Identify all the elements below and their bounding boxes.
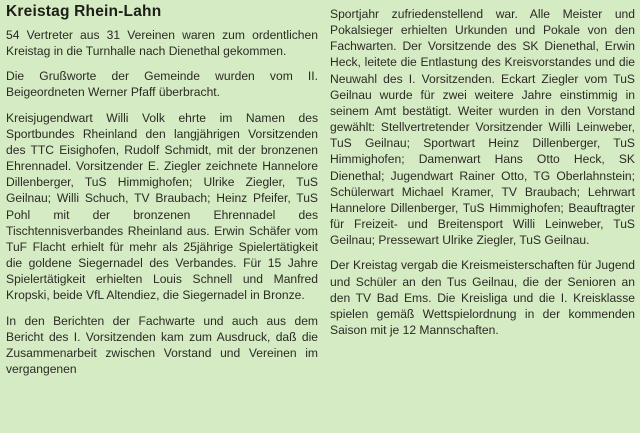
paragraph-intro: 54 Vertreter aus 31 Vereinen waren zum ordentlichen Kreistag in die Turnhalle nach Dienethal gekommen.	[6, 28, 318, 59]
left-column	[6, 0, 318, 386]
paragraph-championships: Der Kreistag vergab die Kreismeisterschaften für Jugend und Schüler an den Tus Geilnau, die der Senioren an den TV Bad Ems. Die Kreisliga und die I. Kreisklasse spielen gemäß Wettspielordnung in der kommenden Saison mit je 12 Mannschaften.	[330, 258, 635, 337]
right-column	[330, 6, 635, 347]
paragraph-greetings: Die Grußworte der Gemeinde wurden vom II. Beigeordneten Werner Pfaff überbracht.	[6, 69, 318, 100]
paragraph-honors: Kreisjugendwart Willi Volk ehrte im Namen des Sportbundes Rheinland den langjährigen Vorsitzenden des TTC Eisighofen, Rudolf Schmidt, mit der bronzenen Ehrennadel. Vorsitzender E. Ziegler zeichnete Hannelore Dillenberger, TuS Himmighofen; Ulrike Ziegler, TuS Geilnau; Willi Schuch, TV Braubach; Heinz Pfeifer, TuS Pohl mit der bronzenen Ehrennadel des Tischtennisverbandes Rheinland aus. Erwin Schäfer vom TuF Flacht erhielt für mehr als 25jährige Spielertätigkeit die goldene Siegernadel des Verbandes. Für 15 Jahre Spielertätigkeit erhielten Louis Schnell und Manfred Kropski, beide VfL Altendiez, die Siegernadel in Bronze.	[6, 110, 318, 303]
paragraph-elections: Sportjahr zufriedenstellend war. Alle Meister und Pokalsieger erhielten Urkunden und Pokale von den Fachwarten. Der Vorsitzende des SK Dienethal, Erwin Heck, leitete die Entlastung des Kreisvorstandes und die Neuwahl des I. Vorsitzenden. Eckart Ziegler vom TuS Geilnau wurde für zwei weitere Jahre einstimmig in seinem Amt bestätigt. Weiter wurden in den Vorstand gewählt: Stellvertretender Vorsitzender Willi Leinweber, TuS Geilnau; Sportwart Heinz Dillenberger, TuS Himmighofen; Damenwart Hans Otto Heck, SK Dienethal; Jugendwart Rainer Otto, TG Oberlahnstein; Schülerwart Michael Kramer, TV Braubach; Lehrwart Hannelore Dillenberger, TuS Himmighofen; Beauftragter für Freizeit- und Breitensport Willi Leinweber, TuS Geilnau; Pressewart Ulrike Ziegler, TuS Geilnau.	[330, 7, 635, 248]
paragraph-reports: In den Berichten der Fachwarte und auch aus dem Bericht des I. Vorsitzenden kam zum Ausdruck, daß die Zusammenarbeit zwischen Vorstand und Vereinen im vergangenen	[6, 313, 318, 376]
article-title: Kreistag Rhein-Lahn	[6, 3, 162, 20]
